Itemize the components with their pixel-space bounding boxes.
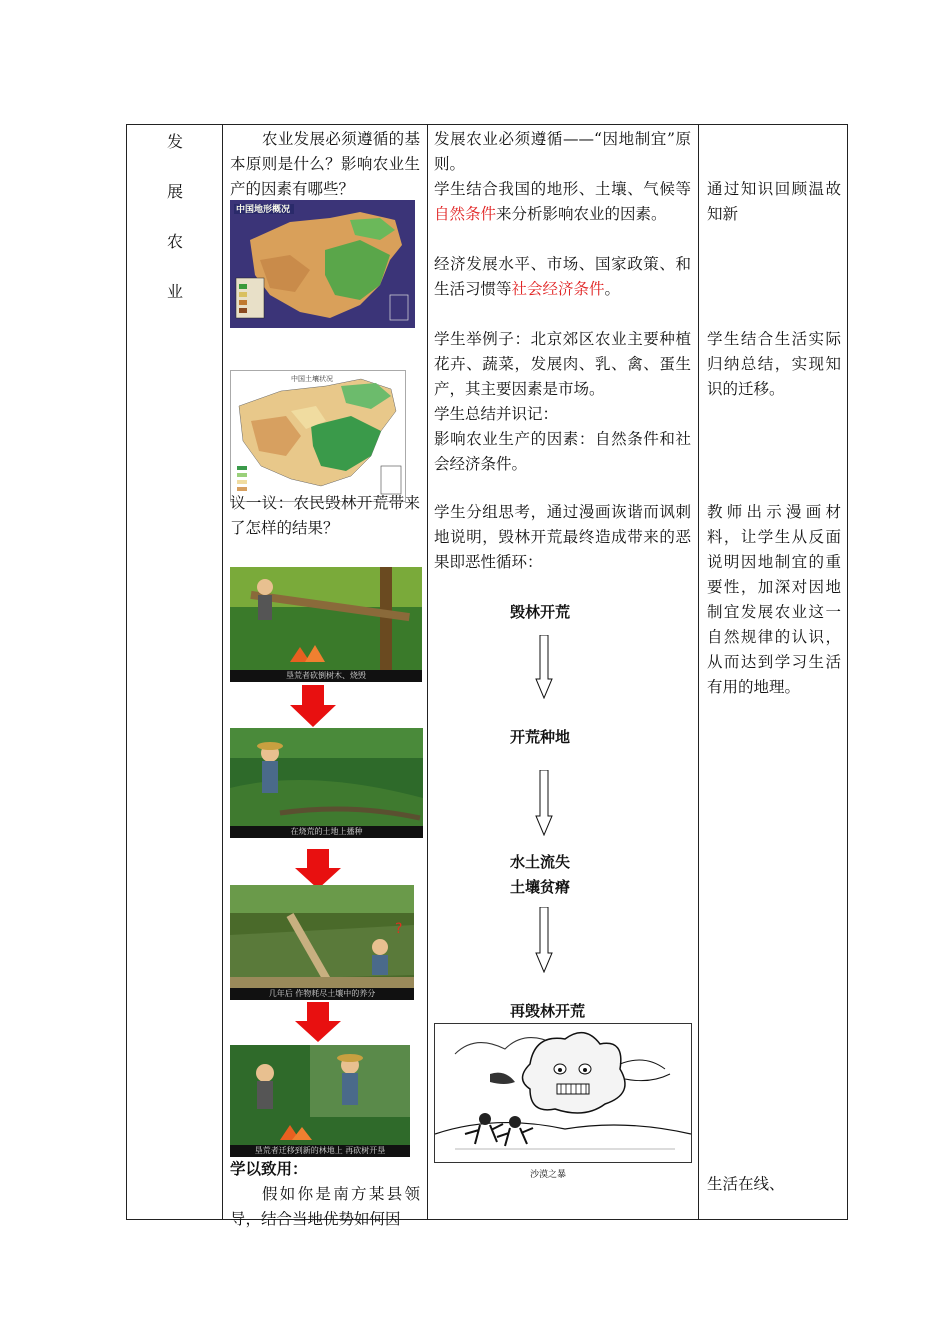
svg-text:?: ? — [395, 921, 403, 937]
summary-text: 影响农业生产的因素：自然条件和社会经济条件。 — [434, 430, 691, 473]
question-text — [230, 495, 420, 569]
question-text: 农业发展必须遵循的基本原则是什么？影响农业生产的因素有哪些？ — [230, 130, 420, 198]
hollow-down-arrow-icon — [535, 635, 553, 699]
topic-char: 发 — [167, 132, 184, 151]
terrain-map-image — [230, 200, 415, 328]
flow-step: 水土流失 — [510, 853, 571, 871]
topic-char: 业 — [167, 282, 184, 301]
apply-heading: 学以致用： — [230, 1160, 308, 1178]
column-divider — [427, 125, 428, 1219]
text-span: 来分析影响农业的因素。 — [496, 205, 667, 223]
down-arrow-icon — [290, 685, 336, 727]
topic-char: 农 — [167, 232, 184, 251]
comic-caption: 几年后 作物耗尽土壤中的养分 — [230, 988, 414, 1000]
soil-map-title: 中国土壤状况 — [291, 375, 333, 383]
comic-panel-3 — [230, 885, 414, 1000]
intent-text: 教师出示漫画材料，让学生从反面说明因地制宜的重要性，加深对因地制宜发展农业这一自然规律的认识，从而达到学习生活有用的地理。 — [707, 503, 841, 696]
natural-factors-text — [434, 177, 691, 227]
sandstorm-cartoon-image — [434, 1023, 692, 1163]
text-span: 。 — [604, 280, 621, 298]
column-divider — [698, 125, 699, 1219]
principle-text: 发展农业必须遵循——“因地制宜”原则。 — [434, 130, 691, 173]
intent-text: 通过知识回顾温故知新 — [707, 180, 841, 223]
soil-map-image — [230, 370, 406, 502]
down-arrow-icon — [295, 1002, 341, 1042]
intent-text: 学生结合生活实际归纳总结，实现知识的迁移。 — [707, 330, 841, 398]
highlight-socioeconomic-conditions: 社会经济条件 — [511, 280, 605, 298]
highlight-natural-conditions: 自然条件 — [434, 205, 497, 223]
comic-caption: 垦荒者砍倒树木、烧毁 — [230, 670, 422, 682]
discussion-question: 议一议：农民毁林开荒带来了怎样的结果？ — [230, 495, 420, 537]
text-span: 学生结合我国的地形、土壤、气候等 — [434, 180, 691, 198]
apply-text: 假如你是南方某县领导，结合当地优势如何因 — [230, 1185, 420, 1228]
text-span: 经济发展水平、市场、国家政策、和生活习惯等 — [434, 255, 691, 298]
flow-step: 土壤贫瘠 — [510, 878, 571, 896]
comic-panel-4 — [230, 1045, 410, 1157]
intent-text: 生活在线、 — [707, 1175, 785, 1193]
cartoon-caption: 沙漠之暴 — [530, 1170, 567, 1180]
cycle-intro-text: 学生分组思考，通过漫画诙谐而讽刺地说明，毁林开荒最终造成带来的恶果即恶性循环： — [434, 503, 691, 571]
hollow-down-arrow-icon — [535, 907, 553, 973]
flow-step: 开荒种地 — [510, 728, 571, 746]
comic-panel-1 — [230, 567, 422, 682]
flow-step: 毁林开荒 — [510, 603, 571, 621]
hollow-down-arrow-icon — [535, 770, 553, 836]
column-divider — [222, 125, 223, 1219]
lesson-table — [126, 124, 848, 1228]
comic-caption: 在烧荒的土地上播种 — [230, 826, 423, 838]
topic-char: 展 — [167, 182, 184, 201]
terrain-map-title: 中国地形概况 — [236, 205, 291, 215]
flow-step: 再毁林开荒 — [510, 1002, 586, 1020]
summary-label: 学生总结并识记： — [434, 405, 559, 423]
comic-panel-2 — [230, 728, 423, 838]
example-text: 学生举例子：北京郊区农业主要种植花卉、蔬菜，发展肉、乳、禽、蛋生产，其主要因素是市场。 — [434, 330, 691, 398]
comic-caption: 垦荒者迁移到新的林地上 再砍树开垦 — [230, 1145, 410, 1157]
down-arrow-icon — [295, 849, 341, 889]
social-factors-text — [434, 252, 691, 302]
